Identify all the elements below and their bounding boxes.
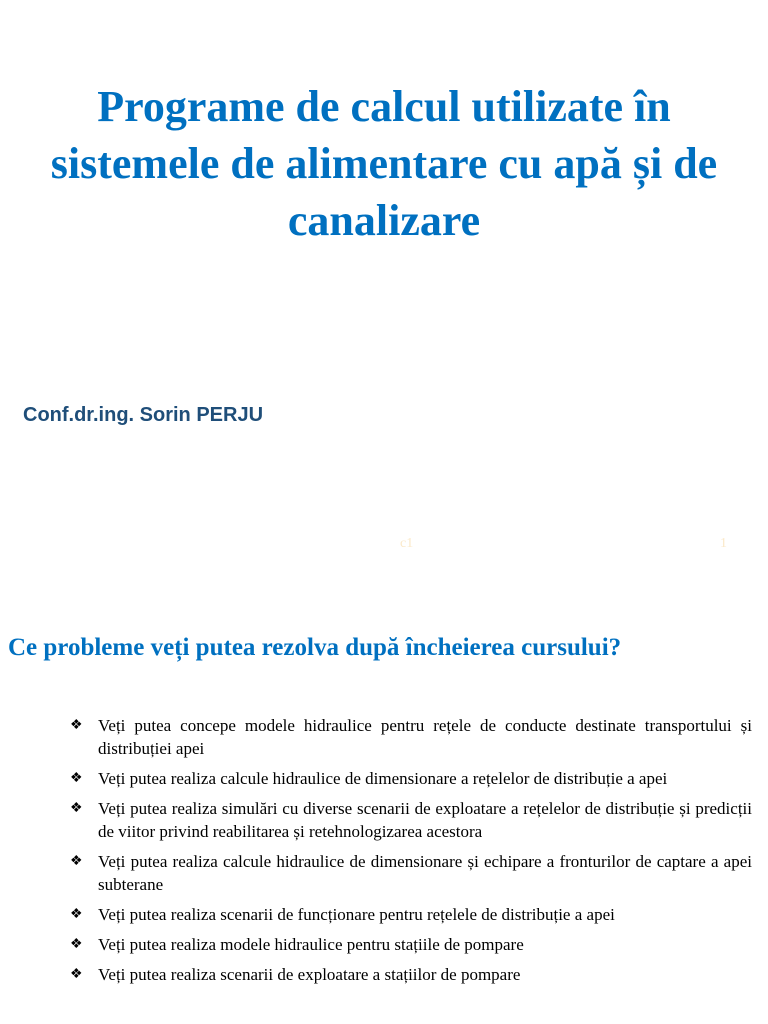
- list-item-text: Veți putea realiza scenarii de funcționare pentru rețelele de distribuție a apei: [98, 905, 615, 924]
- list-item: [70, 767, 752, 790]
- list-item: [70, 903, 752, 926]
- list-item-text: Veți putea realiza calcule hidraulice de dimensionare și echipare a fronturilor de captare a apei subterane: [98, 852, 752, 894]
- list-item-text: Veți putea realiza modele hidraulice pentru stațiile de pompare: [98, 935, 524, 954]
- objectives-slide: [0, 580, 768, 1024]
- diamond-star-icon: ❖: [70, 771, 83, 786]
- diamond-star-icon: ❖: [70, 718, 83, 733]
- diamond-star-icon: ❖: [70, 967, 83, 982]
- diamond-star-icon: ❖: [70, 854, 83, 869]
- list-item-text: Veți putea realiza calcule hidraulice de dimensionare a rețelelor de distribuție a apei: [98, 769, 668, 788]
- list-item: [70, 714, 752, 760]
- list-item: [70, 850, 752, 896]
- list-item: [70, 933, 752, 956]
- objectives-heading: Ce probleme veți putea rezolva după încheierea cursului?: [8, 634, 622, 661]
- presentation-title: Programe de calcul utilizate în sistemele de alimentare cu apă și de canalizare: [50, 82, 718, 245]
- list-item: [70, 963, 752, 986]
- objectives-list: [70, 714, 752, 993]
- footer-course-code: c1: [400, 536, 414, 551]
- list-item-text: Veți putea concepe modele hidraulice pentru rețele de conducte destinate transportului și distribuției apei: [98, 716, 752, 758]
- list-item-text: Veți putea realiza simulări cu diverse scenarii de exploatare a rețelelor de distribuție și predicții de viitor privind reabilitarea și retehnologizarea acestora: [98, 799, 752, 841]
- diamond-star-icon: ❖: [70, 801, 83, 816]
- list-item: [70, 797, 752, 843]
- diamond-star-icon: ❖: [70, 907, 83, 922]
- author-name: Conf.dr.ing. Sorin PERJU: [23, 404, 264, 426]
- diamond-star-icon: ❖: [70, 937, 83, 952]
- page-number: 1: [720, 536, 727, 551]
- list-item-text: Veți putea realiza scenarii de exploatare a stațiilor de pompare: [98, 965, 521, 984]
